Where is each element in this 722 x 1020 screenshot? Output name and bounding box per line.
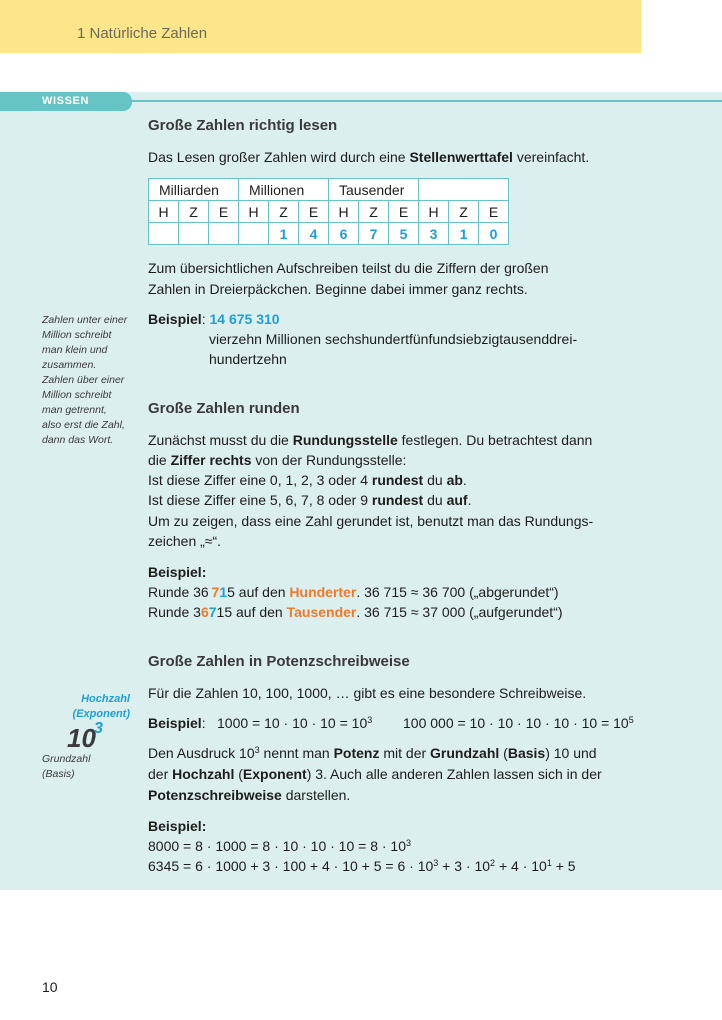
place-cell: Z: [269, 201, 299, 223]
sec3-intro: Für die Zahlen 10, 100, 1000, … gibt es eine besondere Schreibweise.: [148, 685, 587, 701]
group-units: [419, 179, 509, 201]
group-billions: Milliarden: [149, 179, 239, 201]
sec1-example-words-2: hundertzehn: [209, 351, 287, 367]
place-cell: Z: [449, 201, 479, 223]
sec3-example2-label: Beispiel:: [148, 818, 207, 834]
sec3-example-b: 100 $000 = 10 \cdot 10 \cdot 10 \cdot 10 \cdot 10 = 10^5$: [403, 715, 634, 731]
place-cell: H: [419, 201, 449, 223]
place-cell: E: [479, 201, 509, 223]
side-note-line: Million schreibt: [42, 329, 112, 341]
digit-cell: [179, 223, 209, 245]
sec3-example2-line-1: $8000 = 8 \cdot 1000 = 8 \cdot 10 \cdot 10 \cdot 10 = 8 \cdot 10^3$: [148, 838, 412, 854]
sec1-intro: Das Lesen großer Zahlen wird durch eine Stellenwerttafel vereinfacht.: [148, 149, 590, 165]
digit-cell: 1: [269, 223, 299, 245]
sec3-para-3: Potenzschreibweise darstellen.: [148, 787, 351, 803]
side-note-line: also erst die Zahl,: [42, 419, 125, 431]
place-cell: E: [299, 201, 329, 223]
table-group-row: [149, 179, 509, 201]
place-cell: H: [149, 201, 179, 223]
place-value-table: [148, 178, 509, 245]
sec2-line-4: Ist diese Ziffer eine 5, 6, 7, 8 oder 9 rundest du auf.: [148, 492, 472, 508]
digit-cell: 0: [479, 223, 509, 245]
side-note-line: zusammen.: [42, 359, 97, 371]
group-thousands: Tausender: [329, 179, 419, 201]
sec3-example-a: $1000 = 10 \cdot 10 \cdot 10 = 10^3$: [217, 715, 373, 731]
sec3-example2-line-2: $6345 = 6 \cdot 1000 + 3 \cdot 100 + 4 \cdot 10 + 5 = 6 \cdot 10^3 + 3 \cdot 10^2 + 4 \cdot 10^1 + 5$: [148, 858, 576, 874]
place-cell: Z: [179, 201, 209, 223]
page-number: 10: [42, 979, 58, 995]
digit-cell: 6: [329, 223, 359, 245]
chapter-title: 1 Natürliche Zahlen: [77, 25, 208, 42]
sec1-example-words-1: vierzehn Millionen sechshundertfünfundsiebzigtausenddrei-: [209, 331, 578, 347]
sec3-para-1: Den Ausdruck $10^3$ nennt man Potenz mit der Grundzahl (Basis) 10 und: [148, 745, 597, 761]
heading-power-notation: Große Zahlen in Potenzschreibweise: [148, 653, 410, 670]
sec2-example-2: Runde 36715 auf den Tausender. 36 715 ≈ 37 000 („aufgerundet“): [148, 604, 563, 620]
box-label: WISSEN: [42, 95, 89, 107]
sec2-line-6: zeichen „≈“.: [148, 533, 222, 549]
digit-cell: 7: [359, 223, 389, 245]
sec2-example-1: Runde 36 715 auf den Hunderter. 36 715 ≈ 36 700 („abgerundet“): [148, 584, 559, 600]
digit-cell: [239, 223, 269, 245]
digit-cell: 1: [449, 223, 479, 245]
sec2-line-3: Ist diese Ziffer eine 0, 1, 2, 3 oder 4 rundest du ab.: [148, 472, 467, 488]
label-basis: (Basis): [42, 768, 75, 780]
side-note-line: Million schreibt: [42, 389, 112, 401]
table-digit-row: [149, 223, 509, 245]
sec1-example: Beispiel: 14 675 310: [148, 311, 280, 327]
place-cell: Z: [359, 201, 389, 223]
side-note-line: Zahlen unter einer: [42, 314, 128, 326]
power-exponent: 3: [94, 720, 103, 737]
group-millions: Millionen: [239, 179, 329, 201]
place-cell: E: [389, 201, 419, 223]
power-base: 10: [67, 723, 96, 753]
box-divider: [132, 100, 722, 102]
heading-rounding: Große Zahlen runden: [148, 400, 300, 417]
side-note: [42, 313, 127, 448]
digit-cell: 4: [299, 223, 329, 245]
sec1-paragraph-line-1: Zum übersichtlichen Aufschreiben teilst du die Ziffern der großen: [148, 260, 549, 276]
sec3-para-2: der Hochzahl (Exponent) 3. Auch alle anderen Zahlen lassen sich in der: [148, 766, 602, 782]
heading-read-large-numbers: Große Zahlen richtig lesen: [148, 117, 338, 134]
sec3-example: Beispiel:: [148, 715, 206, 731]
place-cell: H: [329, 201, 359, 223]
label-grundzahl: Grundzahl: [42, 753, 91, 765]
digit-cell: [209, 223, 239, 245]
side-note-line: man getrennt,: [42, 404, 107, 416]
label-exponent: (Exponent): [72, 708, 130, 720]
sec2-line-5: Um zu zeigen, dass eine Zahl gerundet ist, benutzt man das Rundungs-: [148, 513, 594, 529]
digit-cell: [149, 223, 179, 245]
place-cell: H: [239, 201, 269, 223]
sec1-paragraph-line-2: Zahlen in Dreierpäckchen. Beginne dabei immer ganz rechts.: [148, 281, 528, 297]
side-note-line: dann das Wort.: [42, 434, 114, 446]
side-note-line: Zahlen über einer: [42, 374, 125, 386]
digit-cell: 5: [389, 223, 419, 245]
sec2-line-2: die Ziffer rechts von der Rundungsstelle:: [148, 452, 407, 468]
digit-cell: 3: [419, 223, 449, 245]
sec2-example-label: Beispiel:: [148, 564, 207, 580]
place-cell: E: [209, 201, 239, 223]
table-place-row: [149, 201, 509, 223]
label-hochzahl: Hochzahl: [81, 693, 130, 705]
sec2-line-1: Zunächst musst du die Rundungsstelle festlegen. Du betrachtest dann: [148, 432, 593, 448]
side-note-line: man klein und: [42, 344, 108, 356]
